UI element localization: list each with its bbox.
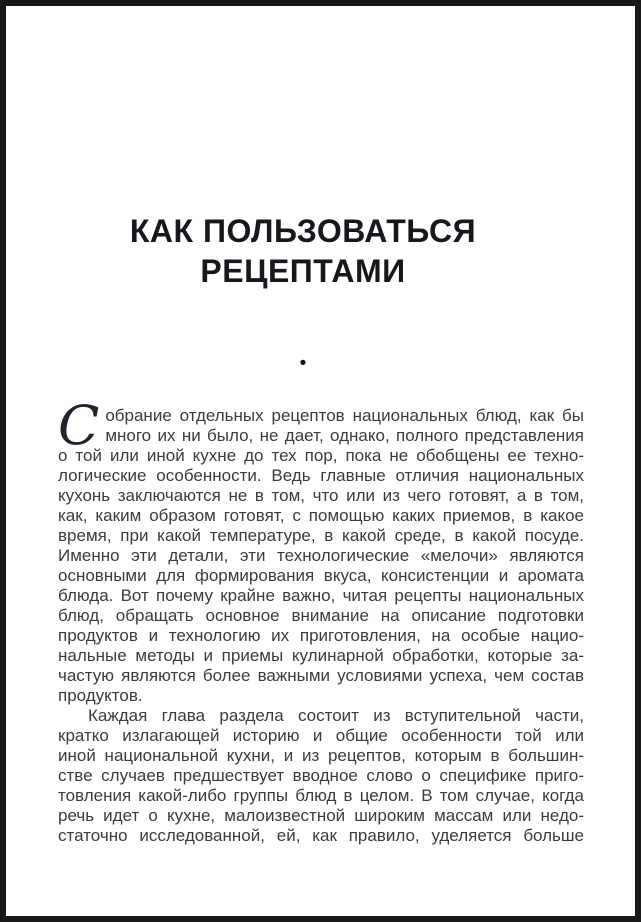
text-line: частую являются более важными условиями успеха, чем состав [58,666,584,685]
text-line: блюда. Вот почему крайне важно, читая рецепты национальных [58,586,584,605]
text-line: как, каким образом готовят, с помощью каких приемов, в какое [58,506,584,525]
text-line: кухонь заключаются не в том, что или из чего готовят, а в том, [58,486,584,505]
paragraph [58,706,584,846]
chapter-title [58,211,548,291]
section-separator-dot: • [299,353,307,374]
text-line: продуктов. [58,686,143,705]
text-line: много их ни было, не дает, однако, полного представления [105,426,584,445]
text-line: блюд, обращать основное внимание на описание подготовки [58,606,584,625]
paragraph [58,394,584,706]
text-line: речь идет о кухне, малоизвестной широким массам или недо- [58,806,584,825]
drop-cap: С [58,394,100,457]
body-text [58,394,584,846]
chapter-title-line-1: КАК ПОЛЬЗОВАТЬСЯ [129,213,477,249]
chapter-title-block [58,211,548,291]
text-line: стве случаев предшествует вводное слово о специфике приго- [58,766,584,785]
text-line: Каждая глава раздела состоит из вступительной части, [88,706,584,725]
text-line: товления какой-либо группы блюд в целом. В том случае, когда [58,786,584,805]
text-line: о той или иной кухне до тех пор, пока не обобщены ее техно- [58,446,584,465]
text-line: нальные методы и приемы кулинарной обработки, которые за- [58,646,584,665]
chapter-title-line-2: РЕЦЕПТАМИ [200,253,406,289]
text-line: Именно эти детали, эти технологические «мелочи» являются [58,546,584,565]
text-line: логические особенности. Ведь главные отличия национальных [58,466,584,485]
text-line: основными для формирования вкуса, консистенции и аромата [58,566,584,585]
text-line: иной национальной кухни, и из рецептов, которым в большин- [58,746,584,765]
text-line: кратко излагающей историю и общие особенности той или [58,726,584,745]
text-line: время, при какой температуре, в какой среде, в какой посуде. [58,526,584,545]
content-column [58,211,584,846]
text-line: продуктов и технологию их приготовления, на особые нацио- [58,626,584,645]
text-line: обрание отдельных рецептов национальных блюд, как бы [105,406,584,425]
text-line: статочно исследованной, ей, как правило, уделяется больше [58,826,584,845]
